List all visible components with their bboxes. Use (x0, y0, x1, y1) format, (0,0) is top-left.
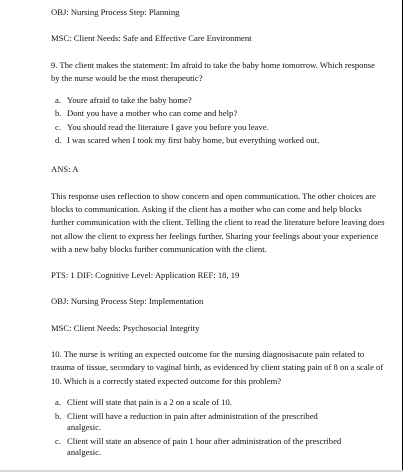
rationale (51, 190, 393, 256)
question-9-option-c (51, 121, 393, 134)
option-text: Client will state that pain is a 2 on a scale of 10. (67, 396, 232, 407)
rationale-line: further communication with the client. Telling the client to read the literature before leaving does (51, 217, 385, 228)
option-text: You should read the literature I gave you before you leave. (67, 121, 269, 132)
answer-key: ANS: A (51, 164, 79, 175)
question-9-option-b (51, 107, 393, 120)
question-10-stem (51, 348, 393, 388)
option-text: Youre afraid to take the baby home? (67, 95, 192, 106)
rationale-line: with a new baby blocks further communication with the client. (51, 243, 267, 254)
question-9-options (51, 94, 393, 147)
question-10-stem-line: 10. Which is a correctly stated expected outcome for this problem? (51, 375, 282, 386)
question-10-stem-line: 10. The nurse is writing an expected outcome for the nursing diagnosisacute pain related to (51, 349, 365, 360)
question-10-option-b (51, 411, 393, 433)
question-9-option-d (51, 134, 393, 147)
question-10-stem-line: trauma of tissue, secondary to vaginal birth, as evidenced by client stating pain of 8 on a scale of (51, 362, 384, 373)
points-difficulty-reference: PTS: 1 DIF: Cognitive Level: Application REF: 18, 19 (51, 270, 240, 281)
option-text: Dont you have a mother who can come and help? (67, 108, 238, 119)
question-10-option-a (51, 397, 393, 408)
page-margin-right (403, 0, 416, 472)
client-needs-safe-care: MSC: Client Needs: Safe and Effective Care Environment (51, 33, 252, 44)
option-marker: b. (55, 410, 62, 421)
option-text: Client will have a reduction in pain after administration of the prescribed (67, 410, 318, 421)
rationale-line: blocks to communication. Asking if the client has a mother who can come and help blocks (51, 203, 362, 214)
objective-planning: OBJ: Nursing Process Step: Planning (51, 7, 180, 17)
option-marker: a. (55, 396, 61, 407)
option-text: analgesic. (67, 446, 102, 457)
question-9-stem-line: 9. The client makes the statement: Im afraid to take the baby home tomorrow. Which response (51, 59, 375, 70)
option-marker: a. (55, 95, 61, 106)
option-text: I was scared when I took my first baby home, but everything worked out. (67, 135, 320, 146)
option-marker: d. (55, 135, 62, 146)
option-text: Client will state an absence of pain 1 hour after administration of the prescribed (67, 435, 342, 446)
option-marker: c. (55, 121, 61, 132)
document-content (51, 6, 393, 458)
option-marker: b. (55, 108, 62, 119)
option-text: analgesic. (67, 421, 102, 432)
question-10-options (51, 397, 393, 458)
question-9-stem-line: by the nurse would be the most therapeutic? (51, 72, 203, 83)
option-marker: c. (55, 435, 61, 446)
rationale-line: This response uses reflection to show concern and open communication. The other choices are (51, 190, 376, 201)
question-9-stem (51, 59, 393, 86)
question-9-option-a (51, 94, 393, 107)
objective-implementation: OBJ: Nursing Process Step: Implementation (51, 296, 204, 307)
rationale-line: not allow the client to express her feelings further. Sharing your feelings about your experience (51, 230, 379, 241)
question-10-option-c (51, 436, 393, 458)
client-needs-psychosocial: MSC: Client Needs: Psychosocial Integrity (51, 322, 200, 333)
